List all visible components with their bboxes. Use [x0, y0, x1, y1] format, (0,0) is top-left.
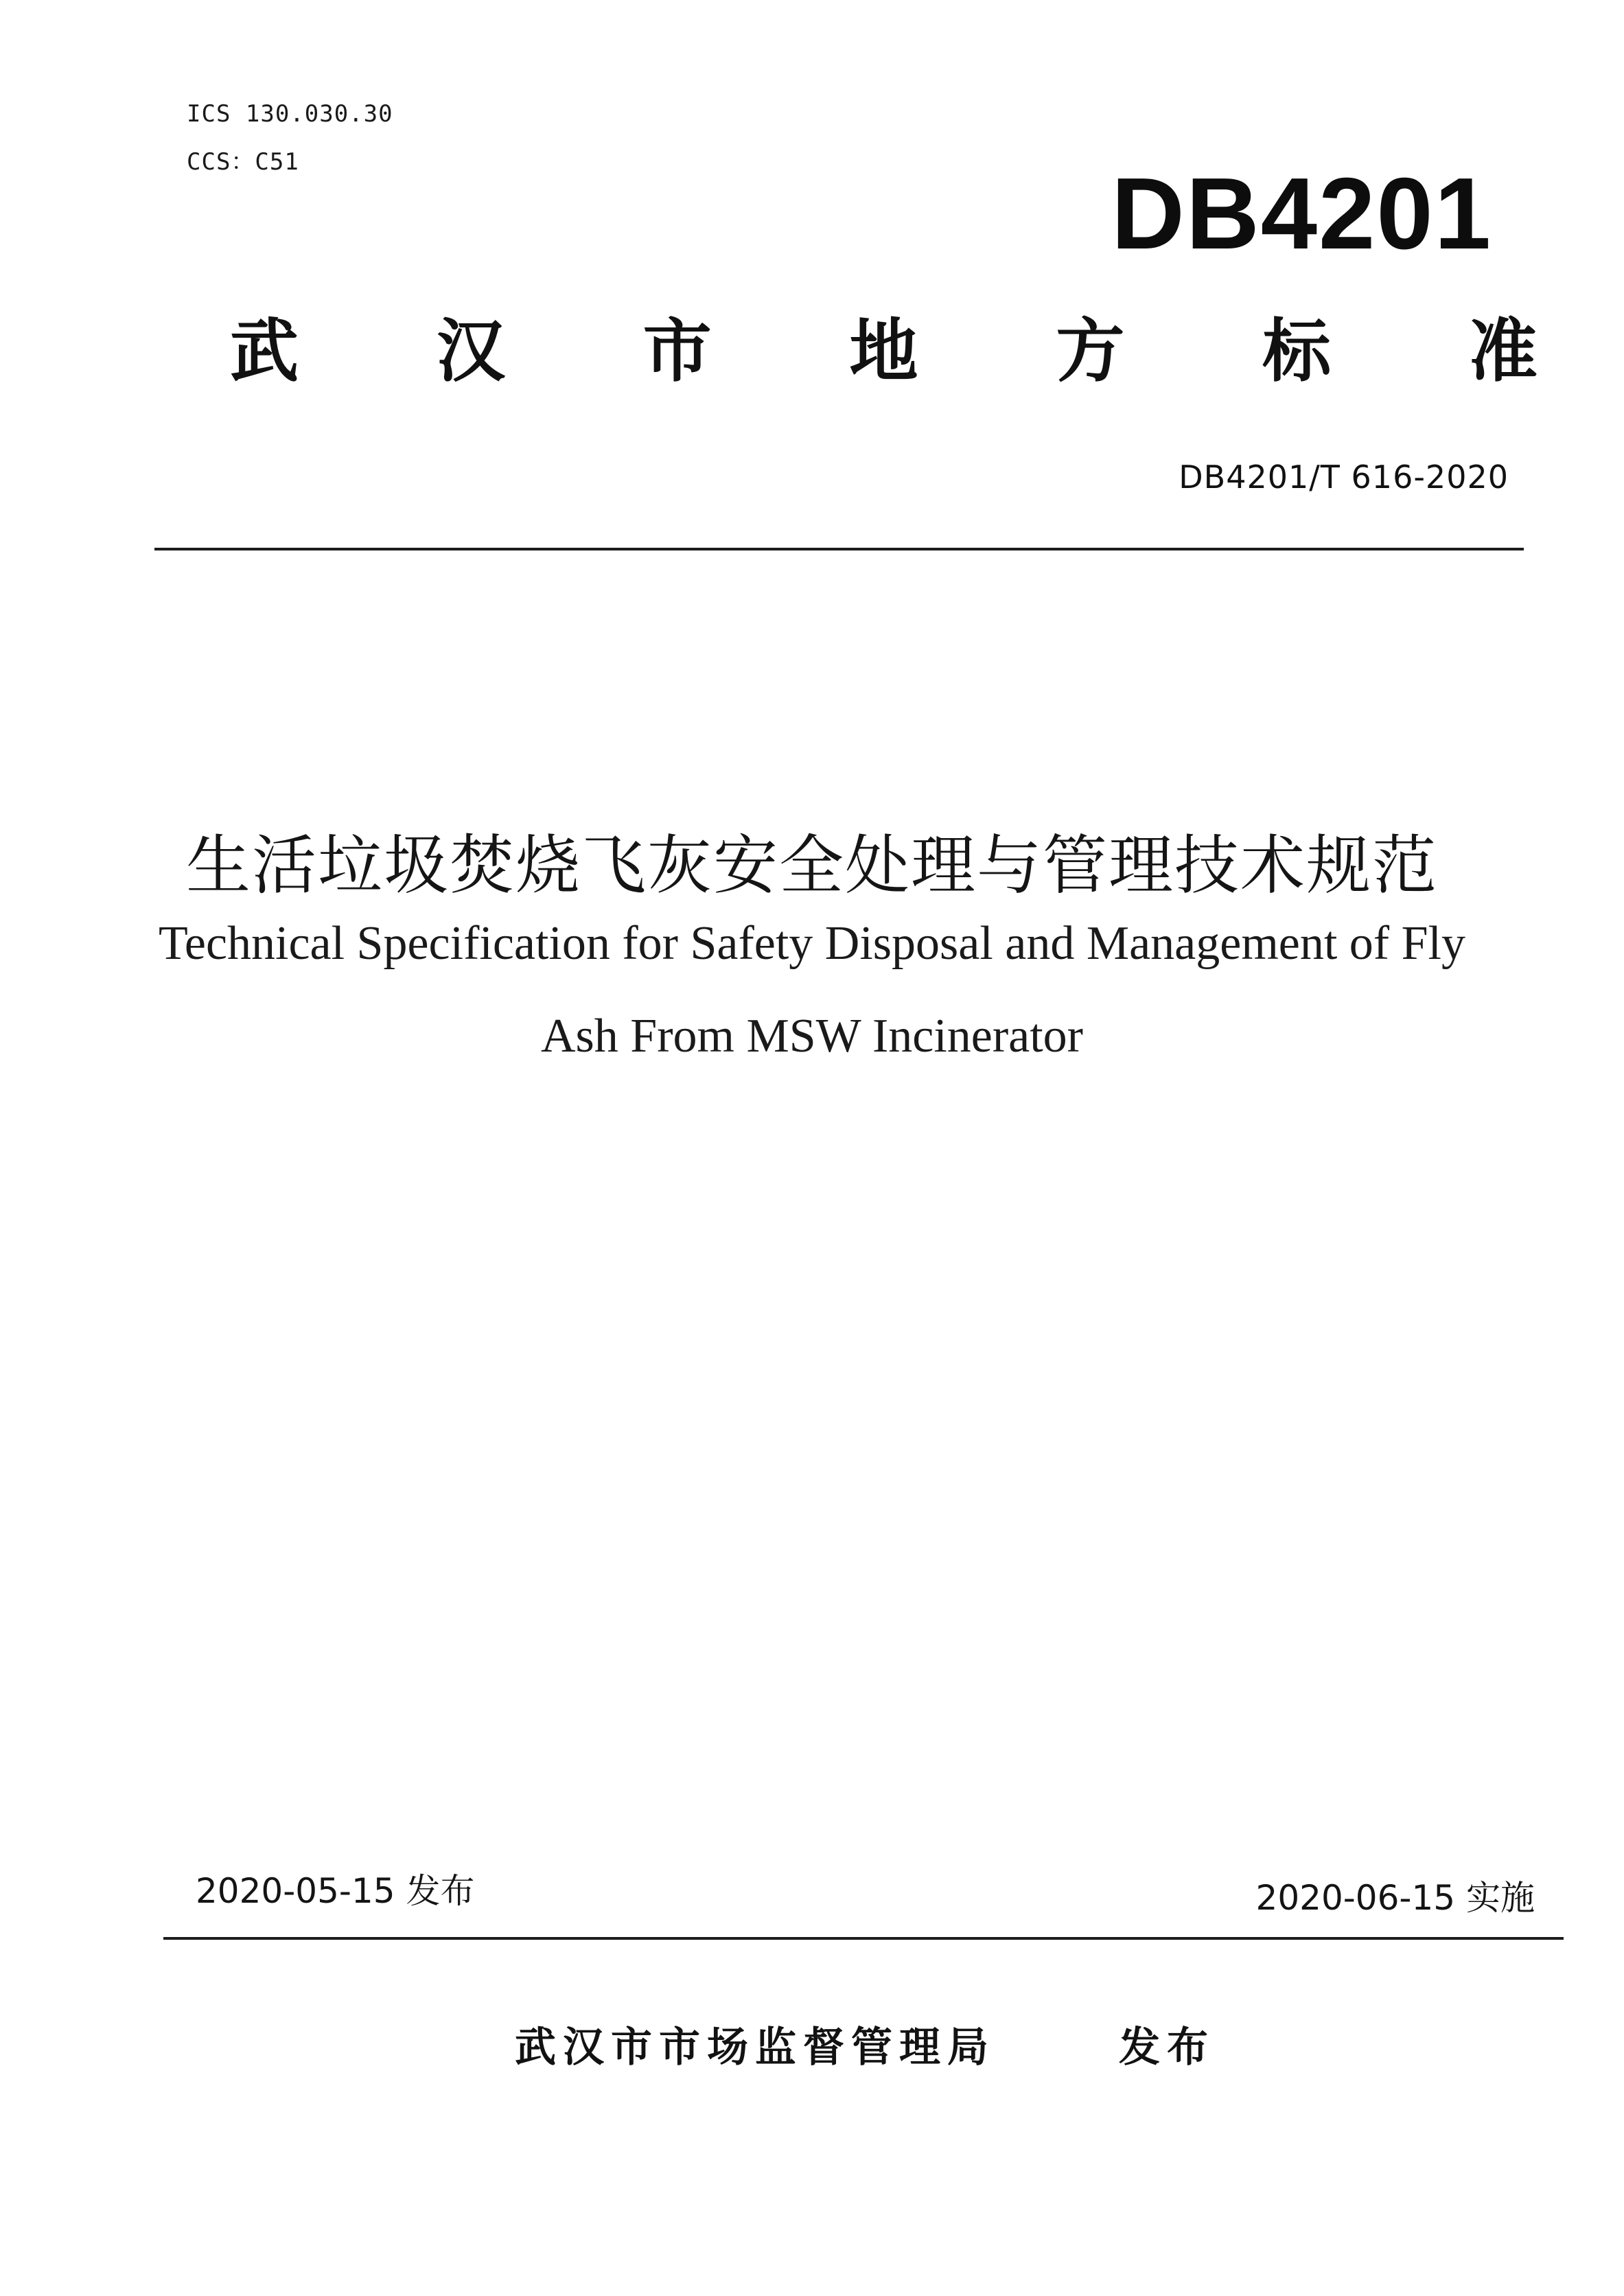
standard-type-heading [230, 301, 1538, 390]
publisher-line [515, 2015, 1215, 2074]
standard-type-char: 准 [1468, 311, 1538, 391]
db-standard-logo: DB4201 [1111, 157, 1492, 270]
standard-type-char: 汉 [436, 311, 505, 391]
publisher-action: 发布 [1119, 2024, 1215, 2072]
implementation-date: 2020-06-15 实施 [1255, 1878, 1535, 1918]
standard-type-char: 方 [1056, 311, 1125, 391]
standard-type-char: 地 [849, 311, 918, 391]
issue-date: 2020-05-15 发布 [196, 1871, 475, 1911]
standard-type-char: 标 [1262, 311, 1332, 391]
standard-number: DB4201/T 616-2020 [1179, 459, 1509, 496]
top-divider [154, 548, 1524, 550]
document-title-english-line2: Ash From MSW Incinerator [541, 1010, 1083, 1063]
ics-code: ICS 130.030.30 [187, 100, 393, 128]
bottom-divider [163, 1937, 1564, 1940]
ccs-code: CCS：C51 [187, 148, 299, 176]
standard-type-char: 武 [230, 311, 299, 391]
publisher-name: 武汉市市场监督管理局 [515, 2024, 995, 2072]
document-title-chinese: 生活垃圾焚烧飞灰安全处理与管理技术规范 [185, 828, 1438, 903]
standard-type-char: 市 [642, 311, 712, 391]
document-title-english-line1: Technical Specification for Safety Disposal and Management of Fly [159, 917, 1465, 970]
